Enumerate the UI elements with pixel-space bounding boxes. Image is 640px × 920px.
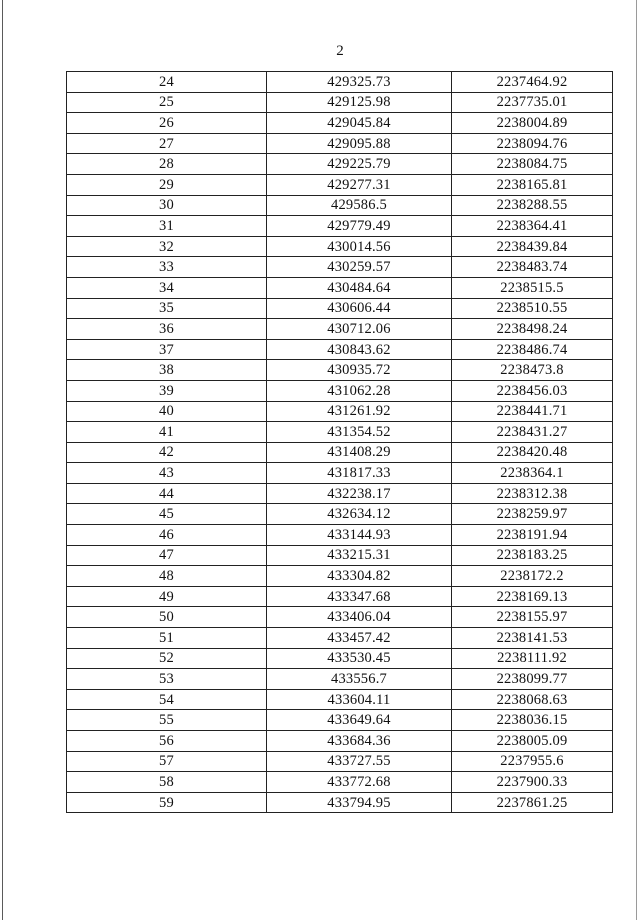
table-row [67,154,613,175]
point-number-cell: 36 [67,319,267,340]
y-coordinate-cell: 2238094.76 [452,133,613,154]
y-coordinate-cell: 2238099.77 [452,669,613,690]
point-number-cell: 51 [67,628,267,649]
point-number-cell: 59 [67,792,267,813]
y-coordinate-cell: 2238169.13 [452,586,613,607]
point-number-cell: 58 [67,772,267,793]
coordinate-table [66,71,613,813]
point-number-cell: 24 [67,72,267,93]
table-row [67,133,613,154]
x-coordinate-cell: 429125.98 [267,92,452,113]
point-number-cell: 50 [67,607,267,628]
table-row [67,195,613,216]
x-coordinate-cell: 433215.31 [267,545,452,566]
y-coordinate-cell: 2238498.24 [452,319,613,340]
x-coordinate-cell: 433406.04 [267,607,452,628]
y-coordinate-cell: 2238420.48 [452,442,613,463]
point-number-cell: 26 [67,113,267,134]
x-coordinate-cell: 431408.29 [267,442,452,463]
x-coordinate-cell: 433457.42 [267,628,452,649]
table-row [67,772,613,793]
y-coordinate-cell: 2238036.15 [452,710,613,731]
point-number-cell: 49 [67,586,267,607]
point-number-cell: 48 [67,566,267,587]
x-coordinate-cell: 430259.57 [267,257,452,278]
point-number-cell: 33 [67,257,267,278]
table-row [67,669,613,690]
x-coordinate-cell: 429325.73 [267,72,452,93]
y-coordinate-cell: 2238364.41 [452,216,613,237]
table-row [67,401,613,422]
table-row [67,689,613,710]
y-coordinate-cell: 2238165.81 [452,174,613,195]
y-coordinate-cell: 2238364.1 [452,463,613,484]
table-row [67,442,613,463]
point-number-cell: 29 [67,174,267,195]
table-row [67,607,613,628]
table-row [67,566,613,587]
table-row [67,277,613,298]
point-number-cell: 43 [67,463,267,484]
y-coordinate-cell: 2237861.25 [452,792,613,813]
x-coordinate-cell: 433649.64 [267,710,452,731]
y-coordinate-cell: 2238183.25 [452,545,613,566]
x-coordinate-cell: 431354.52 [267,422,452,443]
y-coordinate-cell: 2238431.27 [452,422,613,443]
x-coordinate-cell: 433304.82 [267,566,452,587]
y-coordinate-cell: 2238141.53 [452,628,613,649]
table-row [67,525,613,546]
table-row [67,483,613,504]
x-coordinate-cell: 433794.95 [267,792,452,813]
x-coordinate-cell: 431817.33 [267,463,452,484]
scan-edge-left [2,0,3,920]
table-row [67,257,613,278]
point-number-cell: 37 [67,339,267,360]
table-row [67,648,613,669]
x-coordinate-cell: 431261.92 [267,401,452,422]
x-coordinate-cell: 430014.56 [267,236,452,257]
point-number-cell: 56 [67,731,267,752]
point-number-cell: 28 [67,154,267,175]
y-coordinate-cell: 2238486.74 [452,339,613,360]
table-row [67,339,613,360]
y-coordinate-cell: 2238068.63 [452,689,613,710]
point-number-cell: 27 [67,133,267,154]
point-number-cell: 57 [67,751,267,772]
point-number-cell: 34 [67,277,267,298]
y-coordinate-cell: 2237735.01 [452,92,613,113]
x-coordinate-cell: 429779.49 [267,216,452,237]
coordinate-table-body [67,72,613,813]
table-row [67,380,613,401]
table-row [67,710,613,731]
table-row [67,463,613,484]
y-coordinate-cell: 2238439.84 [452,236,613,257]
point-number-cell: 32 [67,236,267,257]
y-coordinate-cell: 2238456.03 [452,380,613,401]
point-number-cell: 47 [67,545,267,566]
x-coordinate-cell: 430843.62 [267,339,452,360]
y-coordinate-cell: 2238312.38 [452,483,613,504]
x-coordinate-cell: 430712.06 [267,319,452,340]
x-coordinate-cell: 429225.79 [267,154,452,175]
point-number-cell: 53 [67,669,267,690]
table-row [67,545,613,566]
point-number-cell: 40 [67,401,267,422]
table-row [67,628,613,649]
x-coordinate-cell: 429277.31 [267,174,452,195]
table-row [67,216,613,237]
table-row [67,298,613,319]
y-coordinate-cell: 2238473.8 [452,360,613,381]
y-coordinate-cell: 2238005.09 [452,731,613,752]
point-number-cell: 30 [67,195,267,216]
x-coordinate-cell: 433530.45 [267,648,452,669]
x-coordinate-cell: 433772.68 [267,772,452,793]
y-coordinate-cell: 2238288.55 [452,195,613,216]
table-row [67,586,613,607]
page-number: 2 [336,43,344,59]
point-number-cell: 35 [67,298,267,319]
table-row [67,360,613,381]
y-coordinate-cell: 2238483.74 [452,257,613,278]
y-coordinate-cell: 2237900.33 [452,772,613,793]
y-coordinate-cell: 2238510.55 [452,298,613,319]
point-number-cell: 46 [67,525,267,546]
x-coordinate-cell: 433684.36 [267,731,452,752]
table-row [67,731,613,752]
x-coordinate-cell: 433556.7 [267,669,452,690]
x-coordinate-cell: 433144.93 [267,525,452,546]
point-number-cell: 45 [67,504,267,525]
scan-edge-right [636,0,637,920]
table-row [67,236,613,257]
point-number-cell: 25 [67,92,267,113]
y-coordinate-cell: 2238172.2 [452,566,613,587]
point-number-cell: 55 [67,710,267,731]
y-coordinate-cell: 2238111.92 [452,648,613,669]
point-number-cell: 54 [67,689,267,710]
point-number-cell: 31 [67,216,267,237]
point-number-cell: 52 [67,648,267,669]
x-coordinate-cell: 432634.12 [267,504,452,525]
x-coordinate-cell: 433604.11 [267,689,452,710]
y-coordinate-cell: 2237464.92 [452,72,613,93]
y-coordinate-cell: 2238441.71 [452,401,613,422]
point-number-cell: 39 [67,380,267,401]
point-number-cell: 41 [67,422,267,443]
x-coordinate-cell: 430606.44 [267,298,452,319]
point-number-cell: 44 [67,483,267,504]
y-coordinate-cell: 2238084.75 [452,154,613,175]
y-coordinate-cell: 2237955.6 [452,751,613,772]
table-row [67,319,613,340]
table-row [67,504,613,525]
x-coordinate-cell: 430484.64 [267,277,452,298]
y-coordinate-cell: 2238191.94 [452,525,613,546]
x-coordinate-cell: 433347.68 [267,586,452,607]
x-coordinate-cell: 429586.5 [267,195,452,216]
table-row [67,422,613,443]
table-row [67,751,613,772]
y-coordinate-cell: 2238515.5 [452,277,613,298]
point-number-cell: 42 [67,442,267,463]
point-number-cell: 38 [67,360,267,381]
table-row [67,92,613,113]
y-coordinate-cell: 2238259.97 [452,504,613,525]
x-coordinate-cell: 429045.84 [267,113,452,134]
y-coordinate-cell: 2238004.89 [452,113,613,134]
table-row [67,174,613,195]
x-coordinate-cell: 430935.72 [267,360,452,381]
table-row [67,72,613,93]
x-coordinate-cell: 433727.55 [267,751,452,772]
x-coordinate-cell: 431062.28 [267,380,452,401]
x-coordinate-cell: 432238.17 [267,483,452,504]
table-row [67,113,613,134]
y-coordinate-cell: 2238155.97 [452,607,613,628]
x-coordinate-cell: 429095.88 [267,133,452,154]
table-row [67,792,613,813]
